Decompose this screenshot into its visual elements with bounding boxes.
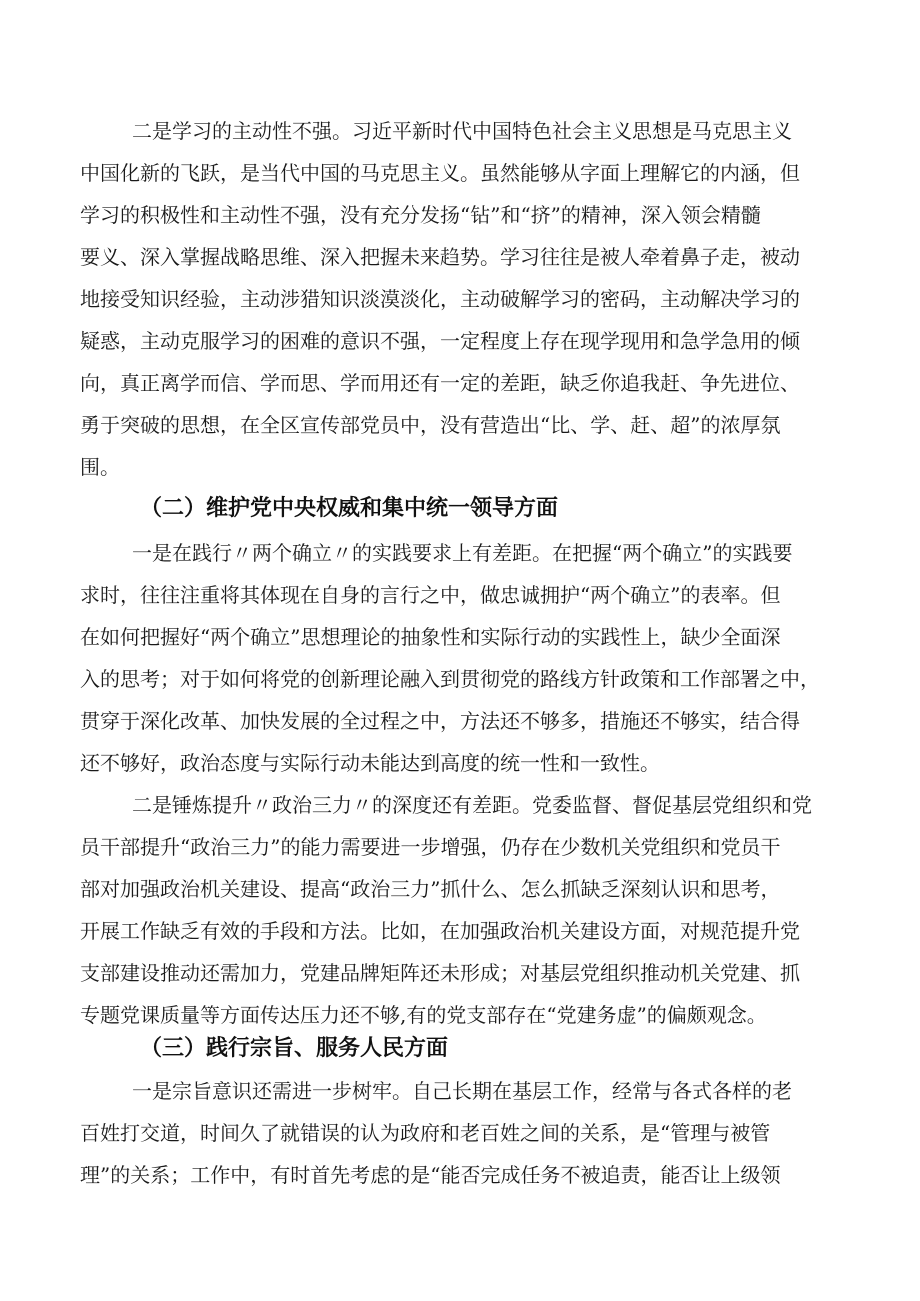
paragraph-line: 入的思考；对于如何将党的创新理论融入到贯彻党的路线方针政策和工作部署之中， bbox=[80, 667, 820, 691]
paragraph-line: 要义、深入掌握战略思维、深入把握未来趋势。学习往往是被人牵着鼻子走，被动 bbox=[80, 245, 800, 269]
paragraph-line: 地接受知识经验，主动涉猎知识淡漠淡化，主动破解学习的密码，主动解决学习的 bbox=[80, 287, 800, 311]
paragraph-line: 勇于突破的思想，在全区宣传部党员中，没有营造出“比、学、赶、超”的浓厚氛 bbox=[80, 413, 781, 437]
section-heading: （三）践行宗旨、服务人民方面 bbox=[140, 1036, 449, 1061]
paragraph-line: 理”的关系；工作中，有时首先考虑的是“能否完成任务不被追责，能否让上级领 bbox=[80, 1163, 781, 1187]
paragraph-line: 员干部提升“政治三力”的能力需要进一步增强，仍存在少数机关党组织和党员干 bbox=[80, 835, 781, 859]
paragraph-line: 部对加强政治机关建设、提高“政治三力”抓什么、怎么抓缺乏深刻认识和思考， bbox=[80, 877, 781, 901]
paragraph-line: 贯穿于深化改革、加快发展的全过程之中，方法还不够多，措施还不够实，结合得 bbox=[80, 709, 800, 733]
section-heading: （二）维护党中央权威和集中统一领导方面 bbox=[140, 496, 559, 521]
paragraph-line: 一是在践行〃两个确立〃的实践要求上有差距。在把握“两个确立”的实践要 bbox=[132, 541, 793, 565]
paragraph-line: 二是锤炼提升〃政治三力〃的深度还有差距。党委监督、督促基层党组织和党 bbox=[132, 793, 812, 817]
paragraph-line: 开展工作缺乏有效的手段和方法。比如，在加强政治机关建设方面，对规范提升党 bbox=[80, 919, 800, 943]
paragraph-line: 求时，往往注重将其体现在自身的言行之中，做忠诚拥护“两个确立”的表率。但 bbox=[80, 583, 781, 607]
paragraph-line: 在如何把握好“两个确立”思想理论的抽象性和实际行动的实践性上，缺少全面深 bbox=[80, 625, 781, 649]
paragraph-line: 围。 bbox=[80, 455, 120, 479]
paragraph-line: 支部建设推动还需加力，党建品牌矩阵还未形成；对基层党组织推动机关党建、抓 bbox=[80, 961, 800, 985]
paragraph-line: 百姓打交道，时间久了就错误的认为政府和老百姓之间的关系，是“管理与被管 bbox=[80, 1121, 771, 1145]
paragraph-line: 向，真正离学而信、学而思、学而用还有一定的差距，缺乏你追我赶、争先进位、 bbox=[80, 371, 800, 395]
paragraph-line: 二是学习的主动性不强。习近平新时代中国特色社会主义思想是马克思主义 bbox=[132, 119, 792, 143]
paragraph-line: 还不够好，政治态度与实际行动未能达到高度的统一性和一致性。 bbox=[80, 751, 660, 775]
paragraph-line: 疑惑，主动克服学习的困难的意识不强，一定程度上存在现学现用和急学急用的倾 bbox=[80, 329, 800, 353]
paragraph-line: 中国化新的飞跃，是当代中国的马克思主义。虽然能够从字面上理解它的内涵，但 bbox=[80, 161, 800, 185]
paragraph-line: 学习的积极性和主动性不强，没有充分发扬“钻”和“挤”的精神，深入领会精髓 bbox=[80, 203, 761, 227]
paragraph-line: 一是宗旨意识还需进一步树牢。自己长期在基层工作，经常与各式各样的老 bbox=[132, 1079, 792, 1103]
paragraph-line: 专题党课质量等方面传达压力还不够,有的党支部存在“党建务虚”的偏颇观念。 bbox=[80, 1003, 767, 1027]
